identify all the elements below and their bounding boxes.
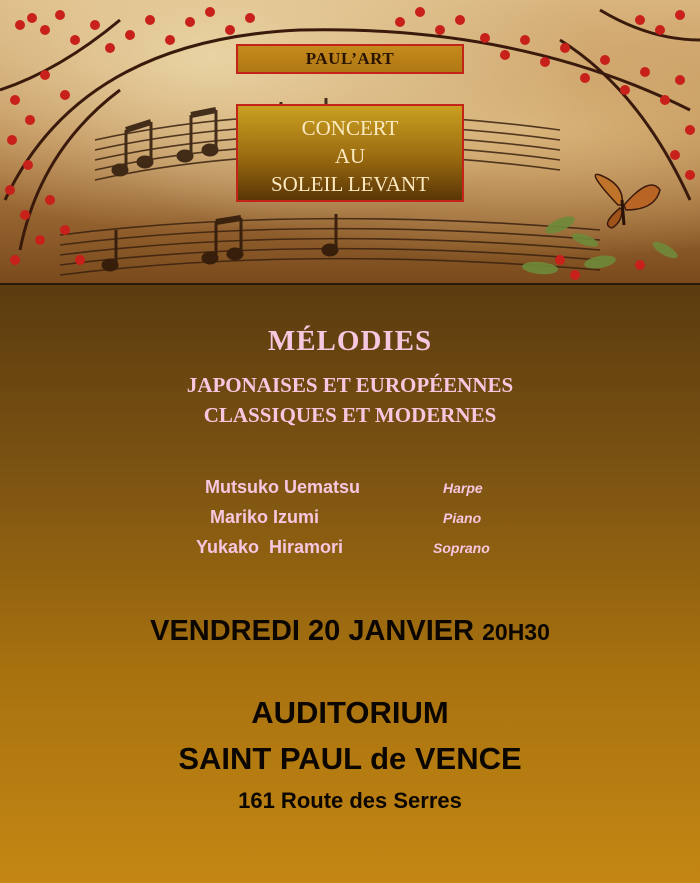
performer-instrument: Harpe [443,480,483,496]
performer-name: Mutsuko Uematsu [205,477,361,497]
event-date: VENDREDI 20 JANVIER [150,615,475,647]
program-heading: MÉLODIES [267,325,433,357]
venue-name-line-1: AUDITORIUM [251,695,449,730]
event-date-line [0,615,700,648]
event-info [0,285,700,883]
program-subtitle-1: JAPONAISES ET EUROPÉENNES [186,373,514,397]
title-line-2: AU [334,144,366,168]
leaf-sprigs [522,213,680,276]
title-line-1: CONCERT [301,116,399,140]
concert-title-box [236,104,464,202]
performer-instrument: Soprano [433,540,490,556]
butterfly-icon [595,174,660,228]
venue-address: 161 Route des Serres [238,788,462,813]
performer-name: Yukako Hiramori [196,537,344,557]
brand-name: PAUL’ART [305,49,395,68]
title-line-3: SOLEIL LEVANT [270,172,430,196]
performer-name: Mariko Izumi [210,507,320,527]
brand-box [236,44,464,74]
performer-row [0,507,700,533]
performer-row [0,477,700,503]
illustrated-banner [0,0,700,285]
venue-name-line-2: SAINT PAUL de VENCE [178,741,522,776]
performer-instrument: Piano [443,510,482,526]
program-subtitle-2: CLASSIQUES ET MODERNES [203,403,497,427]
event-time: 20H30 [482,619,550,645]
performer-row [0,537,700,563]
